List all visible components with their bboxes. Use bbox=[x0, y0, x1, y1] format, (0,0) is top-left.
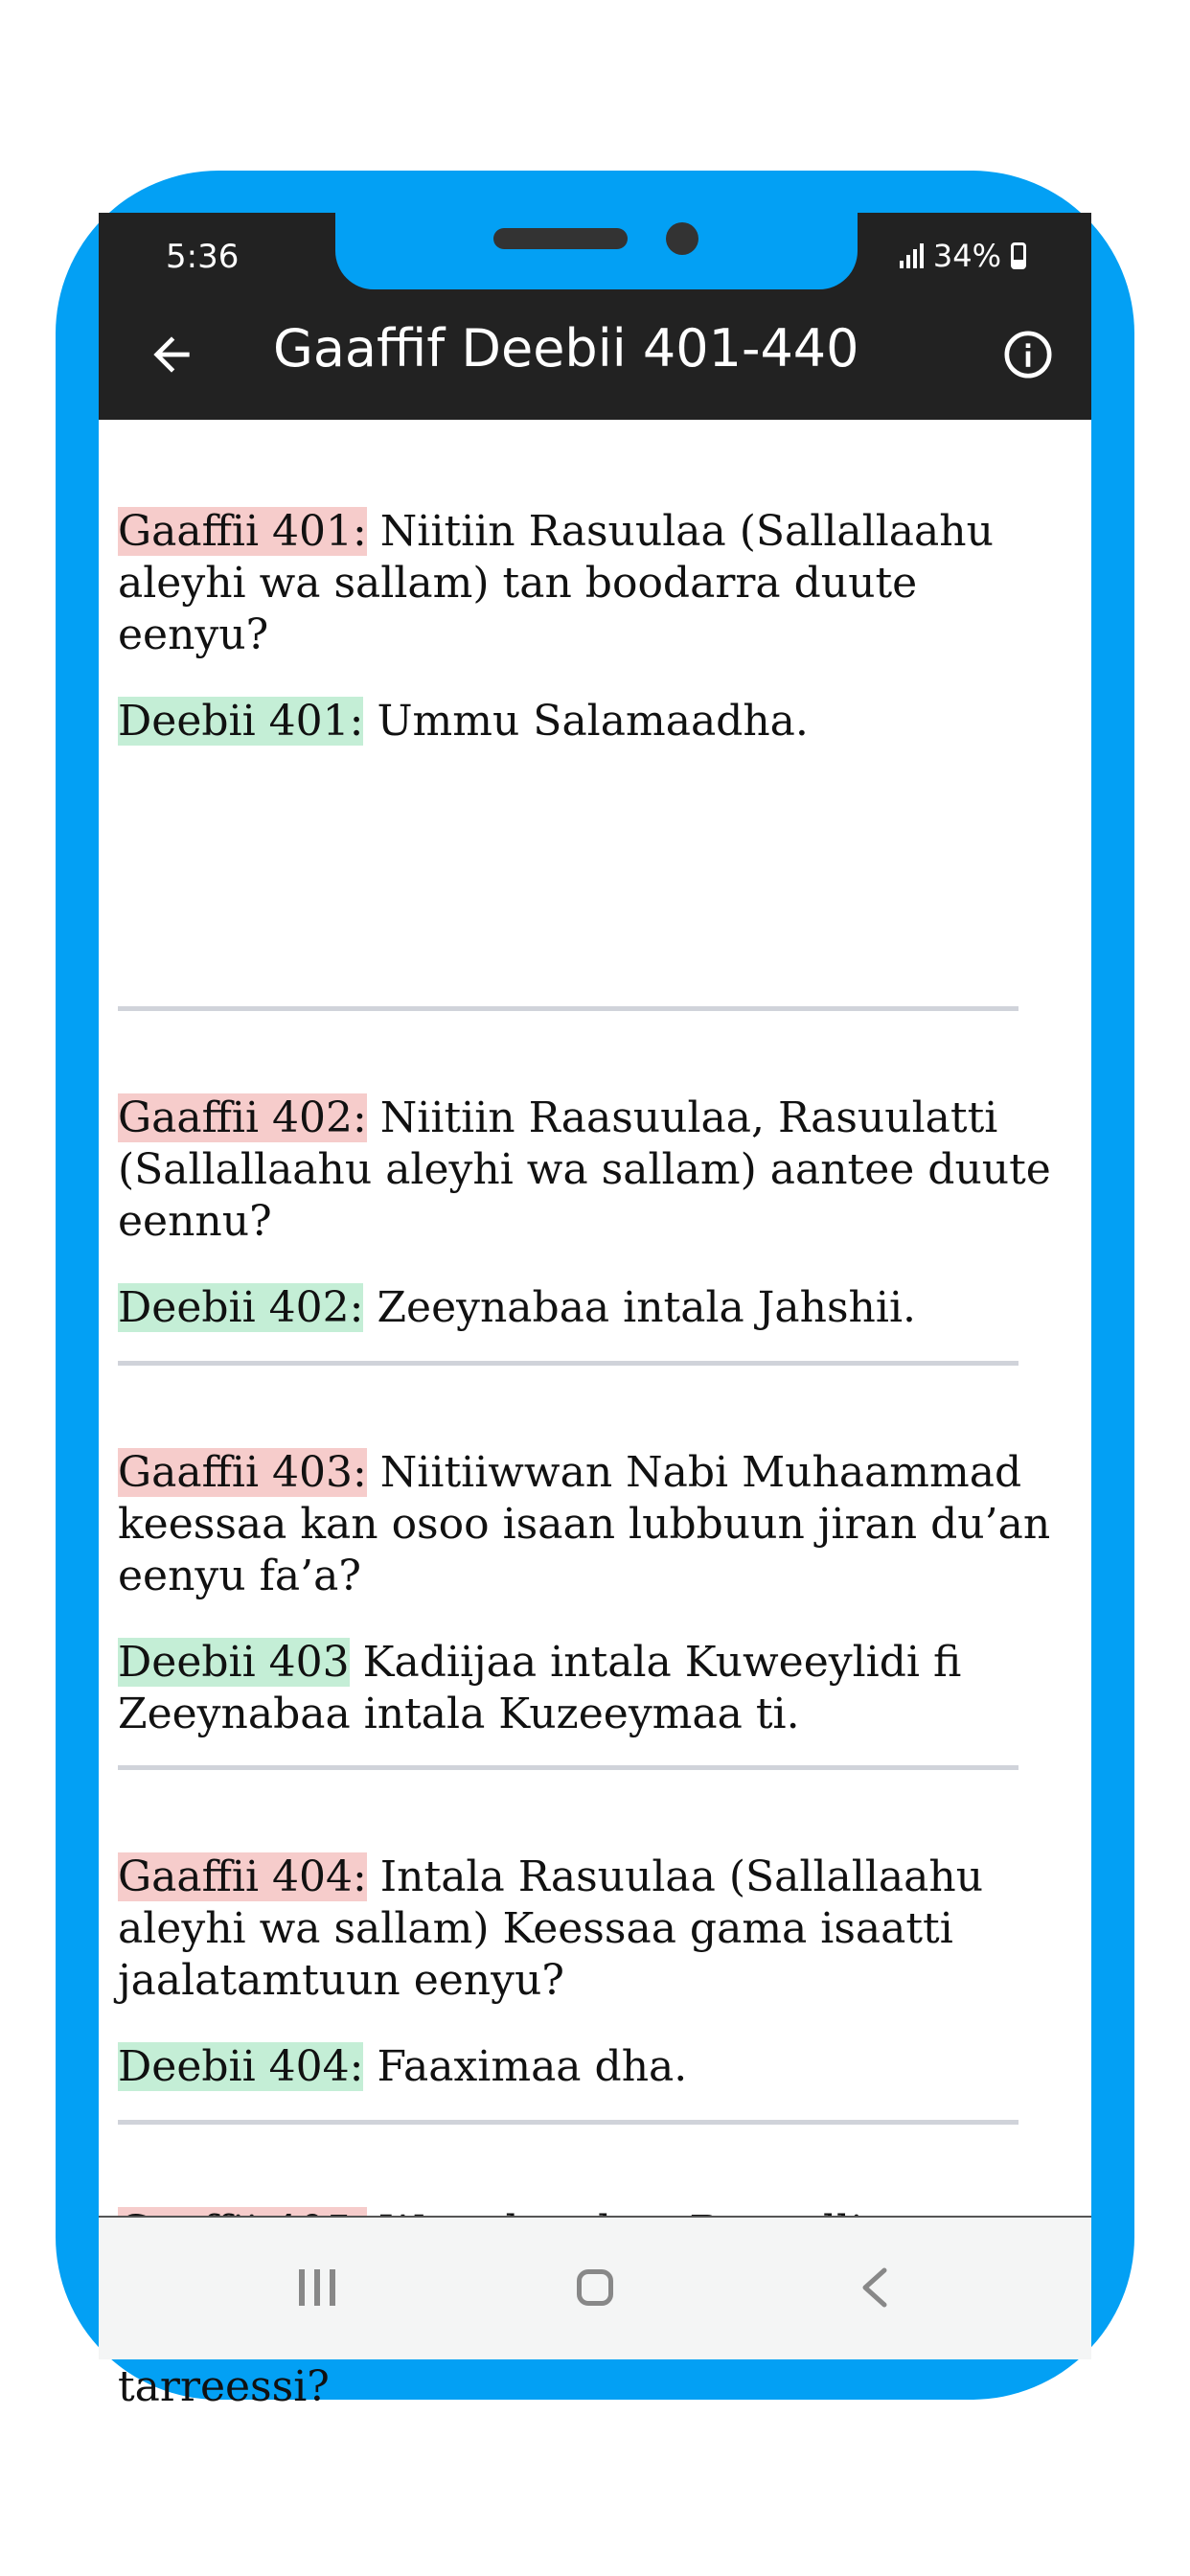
nav-back-button[interactable] bbox=[841, 2254, 908, 2321]
question bbox=[118, 506, 1066, 661]
answer-label: Deebii 404: bbox=[118, 2042, 364, 2091]
status-time: 5:36 bbox=[166, 238, 240, 276]
divider bbox=[118, 1006, 1018, 1011]
question-text: Niitiin Raasuulaa, Rasuulatti (Sallallaahu aleyhi wa sallam) aantee duute eennu? bbox=[118, 1093, 1051, 1246]
divider bbox=[118, 1361, 1018, 1366]
question-label: Gaaffii 401: bbox=[118, 507, 367, 556]
question-label: Gaaffii 404: bbox=[118, 1852, 367, 1901]
question-text: Niitiiwwan Nabi Muhaammad keessaa kan osoo isaan lubbuun jiran du’an eenyu fa’a? bbox=[118, 1448, 1051, 1600]
question-text: Intala Rasuulaa (Sallallaahu aleyhi wa sallam) Keessaa gama isaatti jaalatamtuun eenyu? bbox=[118, 1852, 984, 2005]
divider bbox=[118, 2120, 1018, 2125]
camera-notch bbox=[335, 213, 858, 289]
question-label: Gaaffii 402: bbox=[118, 1093, 367, 1142]
info-icon[interactable] bbox=[1001, 328, 1055, 381]
qa-list[interactable] bbox=[99, 420, 1091, 2411]
answer-text: Faaximaa dha. bbox=[363, 2042, 688, 2091]
recents-icon[interactable] bbox=[284, 2254, 351, 2321]
battery-percentage: 34% bbox=[932, 238, 1001, 274]
answer-text: Ummu Salamaadha. bbox=[363, 697, 809, 746]
question-text: tarreessi? bbox=[118, 2362, 330, 2411]
speaker-grille bbox=[493, 228, 628, 249]
answer bbox=[118, 1282, 1066, 1334]
battery-icon bbox=[1011, 242, 1026, 269]
question bbox=[118, 1092, 1066, 1248]
qa-item bbox=[118, 506, 1066, 748]
front-camera bbox=[666, 222, 698, 255]
page-title: Gaaffif Deebii 401-440 bbox=[273, 318, 859, 379]
question-text: Niitiin Rasuulaa (Sallallaahu aleyhi wa sallam) tan boodarra duute eenyu? bbox=[118, 507, 994, 659]
answer bbox=[118, 2041, 1066, 2093]
signal-icon bbox=[900, 243, 924, 268]
qa-item bbox=[118, 1092, 1066, 1334]
system-nav-bar bbox=[99, 2216, 1091, 2359]
app-bar bbox=[99, 289, 1091, 420]
answer-text: Kadiijaa intala Kuweeylidi fi Zeeynabaa intala Kuzeeymaa ti. bbox=[118, 1638, 962, 1738]
answer bbox=[118, 696, 1066, 748]
divider bbox=[118, 1765, 1018, 1770]
question-label: Gaaffii 403: bbox=[118, 1448, 367, 1497]
home-icon bbox=[577, 2269, 613, 2306]
qa-item bbox=[118, 1852, 1066, 2093]
arrow-left-icon[interactable] bbox=[145, 328, 198, 381]
question bbox=[118, 1447, 1066, 1602]
answer-text: Zeeynabaa intala Jahshii. bbox=[363, 1283, 917, 1332]
question bbox=[118, 1852, 1066, 2007]
answer-label: Deebii 403 bbox=[118, 1638, 350, 1687]
phone-screen bbox=[99, 213, 1091, 2411]
answer-label: Deebii 401: bbox=[118, 697, 364, 746]
answer bbox=[118, 1637, 1066, 1740]
qa-item bbox=[118, 1447, 1066, 1740]
home-button[interactable] bbox=[561, 2254, 629, 2321]
chevron-left-icon bbox=[856, 2265, 894, 2311]
status-icons bbox=[900, 238, 1026, 274]
answer-label: Deebii 402: bbox=[118, 1283, 364, 1332]
